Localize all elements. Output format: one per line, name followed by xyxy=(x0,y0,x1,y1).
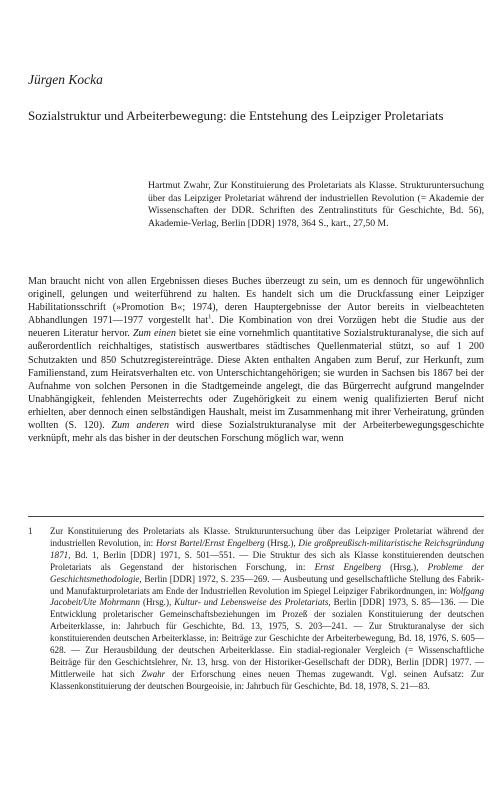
text-run: . Die Kombination von drei Vorzügen hebt die Studie aus der neueren Literatur hervor. xyxy=(28,315,484,340)
text-run: Berlin [DDR] 1972, S. 235—269. — Ausbeutung und gesellschaftliche Stellung des Fabrik- und Manufakturproletariats am Ende der Industriellen Revolution im Spiegel Leipziger Fabrikordnungen, in: xyxy=(50,573,484,596)
text-run: Berlin [DDR] 1973, S. 85—136. — Die Entwicklung proletarischer Gemeinschaftsbeziehungen im Prozeß der sozialen Konstituierung der deutschen Arbeiterklasse, in: Jahrbuch für Geschichte, Bd. 13, 1975, S. 203—241. — Zur Strukturanalyse der sich konstituierenden deutschen Arbeiterklasse, in: Beiträge zur Geschichte der Arbeiterbewegung, Bd. 18, 1976, S. 605—628. — Zur Herausbildung der deutschen Arbeiterklasse. Ein stadial-regionaler Vergleich (= Wissenschaftliche Beiträge für den Geschichtslehrer, Nr. 13, hrsg. von der Historiker-Gesellschaft der DDR), Berlin [DDR] 1977. — Mittlerweile hat sich xyxy=(50,597,484,679)
author-name: Jürgen Kocka xyxy=(28,72,103,87)
text-run: Bd. 1, Berlin [DDR] 1971, S. 501—551. — Die Struktur des sich als Klasse konstituierenden deutschen Proletariats als Gegenstand der historischen Forschung, in: xyxy=(50,549,484,572)
text-run: (Hrsg.), xyxy=(264,537,299,548)
body-text xyxy=(28,275,484,445)
article-title: Sozialstruktur und Arbeiterbewegung: die Entstehung des Leipziger Proletariats xyxy=(28,108,444,123)
text-run: bietet sie eine vornehmlich quantitative Sozialstrukturanalyse, die sich auf außerordentlich reichhaltiges, statistisch auswertbares städtisches Quellenmaterial stützt, so auf 1 200 Schutzakten und 850 Schutzregistereinträge. Diese Akten enthalten Angaben zum Beruf, zur Herkunft, zum Familienstand, zum Heiratsverhalten etc. von Unterschichtangehörigen; sie wurden in Sachsen bis 1867 bei der Aufnahme von solchen Personen in die Stadtgemeinde angelegt, die das Bürgerrecht aufgrund mangelnder Unabhängigkeit, fehlenden Meisterrechts oder Zugehörigkeit zu einem wenig qualifizierten Beruf nicht erhielten, aber dennoch einen selbständigen Haushalt, meist im Zusammenhang mit ihrer Verheiratung, gründen wollten (S. 120). xyxy=(28,328,484,432)
footnote-number: 1 xyxy=(28,526,33,536)
emphasis: Zwahr xyxy=(141,668,166,679)
paragraph xyxy=(28,275,484,445)
footnote-marker[interactable]: 1 xyxy=(208,313,212,321)
emphasis: Zum anderen xyxy=(111,420,170,432)
text-run: Man braucht nicht von allen Ergebnissen dieses Buches überzeugt zu sein, um es dennoch für ungewöhnlich originell, gelungen und weiterführend zu halten. Es handelt sich um die Druckfassung einer Leipziger Habilitationsschrift (»Promotion B«; 1974), deren Hauptergebnisse der Autor bereits in vielbeachteten Abhandlungen 1971—1977 vorgestellt hat xyxy=(28,276,484,327)
emphasis: Horst Bartel/Ernst Engelberg xyxy=(155,537,265,548)
footnote xyxy=(28,526,484,693)
text-run: Zur Konstituierung des Proletariats als Klasse. Strukturuntersuchung über das Leipziger Proletariat während der industriellen Revolution, in: xyxy=(50,526,484,548)
emphasis: Kultur- und Lebensweise des Proletariats, xyxy=(174,597,331,608)
text-run: (Hrsg.), xyxy=(381,561,428,572)
text-run: (Hrsg.), xyxy=(139,597,175,608)
footnote-divider xyxy=(28,516,484,517)
emphasis: Wolfgang Jacobeit/Ute Mohrmann xyxy=(50,585,484,608)
text-run: der Erforschung eines neuen Themas zugewandt. Vgl. seinen Aufsatz: Zur Klassenkonstituierung der deutschen Bourgeoisie, in: Jahrbuch für Geschichte, Bd. 18, 1978, S. 21—83. xyxy=(50,668,484,691)
emphasis: Ernst Engelberg xyxy=(314,561,381,572)
review-reference: Hartmut Zwahr, Zur Konstituierung des Proletariats als Klasse. Strukturuntersuchung über das Leipziger Proletariat während der industriellen Revolution (= Akademie der Wissenschaften der DDR. Schriften des Zentralinstituts für Geschichte, Bd. 56), Akademie-Verlag, Berlin [DDR] 1978, 364 S., kart., 27,50 M. xyxy=(148,180,484,229)
emphasis: Die großpreußisch-militaristische Reichsgründung 1871, xyxy=(50,537,484,560)
text-run: wird diese Sozialstrukturanalyse mit der Arbeiterbewegungsgeschichte verknüpft, mehr als das bisher in der deutschen Forschung möglich war, wenn xyxy=(28,420,484,445)
footnote-text xyxy=(50,526,484,693)
emphasis: Zum einen xyxy=(132,328,176,340)
emphasis: Probleme der Geschichtsmethodologie, xyxy=(50,561,484,584)
